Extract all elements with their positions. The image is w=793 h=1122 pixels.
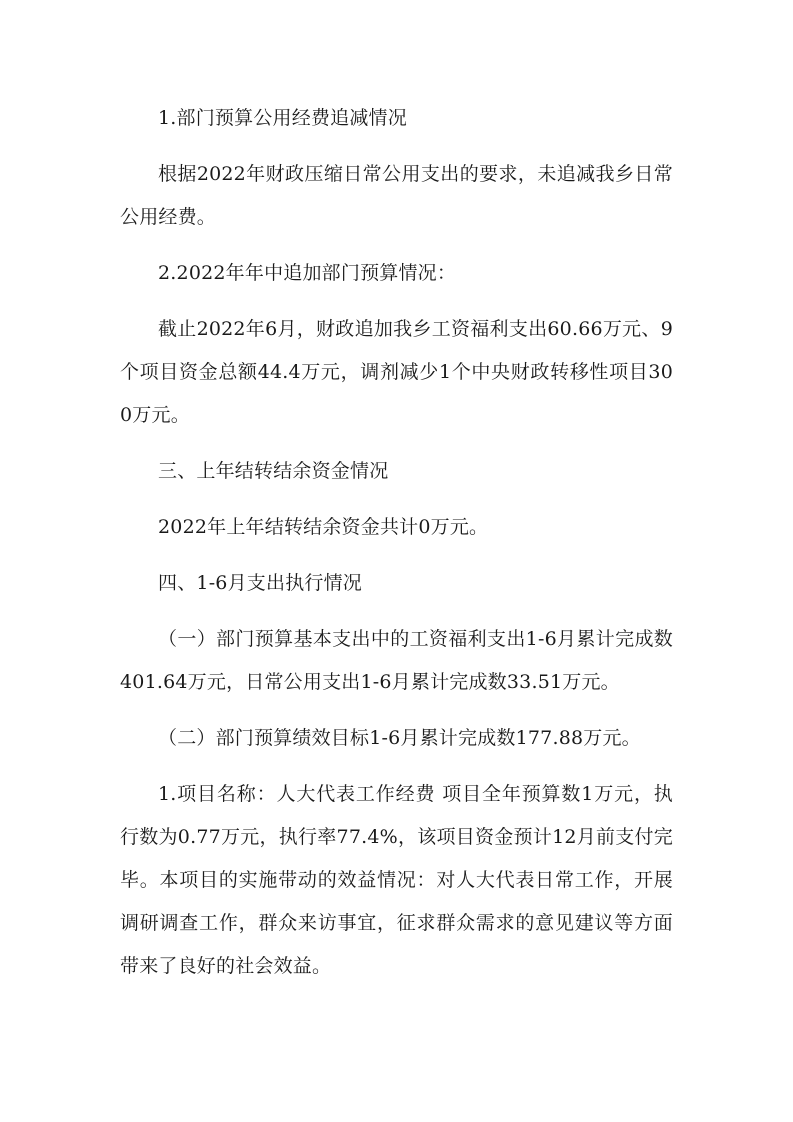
section-heading-public-funds-reduction: 1.部门预算公用经费追减情况 xyxy=(158,107,407,129)
paragraph-midyear-budget-addition: 截止2022年6月，财政追加我乡工资福利支出60.66万元、9个项目资金总额44.4万元，调剂减少1个中央财政转移性项目300万元。 xyxy=(120,318,673,426)
paragraph-carryover-funds: 2022年上年结转结余资金共计0万元。 xyxy=(158,516,489,538)
paragraph-performance-target: （二）部门预算绩效目标1-6月累计完成数177.88万元。 xyxy=(158,727,641,749)
paragraph-basic-expenditure: （一）部门预算基本支出中的工资福利支出1-6月累计完成数401.64万元，日常公用支出1-6月累计完成数33.51万元。 xyxy=(120,628,673,693)
section-heading-carryover-funds: 三、上年结转结余资金情况 xyxy=(158,460,389,482)
paragraph-public-funds-reduction: 根据2022年财政压缩日常公用支出的要求，未追减我乡日常公用经费。 xyxy=(120,163,673,228)
section-heading-midyear-budget-addition: 2.2022年年中追加部门预算情况： xyxy=(158,262,457,284)
paragraph-project-npc-funds: 1.项目名称：人大代表工作经费 项目全年预算数1万元，执行数为0.77万元，执行率77.4%，该项目资金预计12月前支付完毕。本项目的实施带动的效益情况：对人大代表日常工作，开展调研调查工作，群众来访事宜，征求群众需求的意见建议等方面带来了良好的社会效益。 xyxy=(120,783,673,977)
section-heading-expenditure-execution: 四、1-6月支出执行情况 xyxy=(158,572,362,594)
